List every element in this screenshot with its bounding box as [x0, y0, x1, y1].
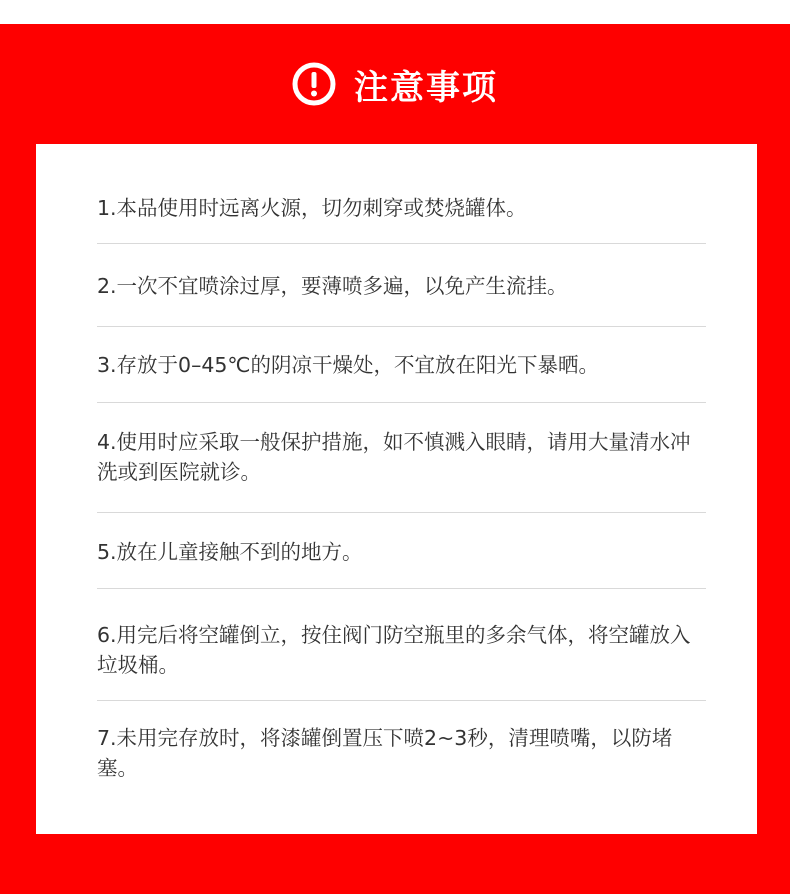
note-item-6: 6.用完后将空罐倒立，按住阀门防空瓶里的多余气体，将空罐放入垃圾桶。	[97, 623, 691, 677]
divider	[97, 700, 706, 701]
divider	[97, 588, 706, 589]
divider	[97, 402, 706, 403]
note-item-7: 7.未用完存放时，将漆罐倒置压下喷2~3秒，清理喷嘴，以防堵塞。	[97, 726, 673, 780]
divider	[97, 243, 706, 244]
exclamation-circle-icon	[292, 62, 336, 106]
header	[0, 24, 790, 144]
note-item-1: 1.本品使用时远离火源，切勿刺穿或焚烧罐体。	[97, 196, 527, 220]
note-item-2: 2.一次不宜喷涂过厚，要薄喷多遍，以免产生流挂。	[97, 274, 568, 298]
note-item-5: 5.放在儿童接触不到的地方。	[97, 540, 363, 564]
note-item-3: 3.存放于0–45℃的阴凉干燥处，不宜放在阳光下暴晒。	[97, 353, 599, 377]
note-item-4: 4.使用时应采取一般保护措施，如不慎溅入眼睛，请用大量清水冲洗或到医院就诊。	[97, 430, 691, 484]
divider	[97, 512, 706, 513]
divider	[97, 326, 706, 327]
page-title: 注意事项	[354, 67, 498, 108]
